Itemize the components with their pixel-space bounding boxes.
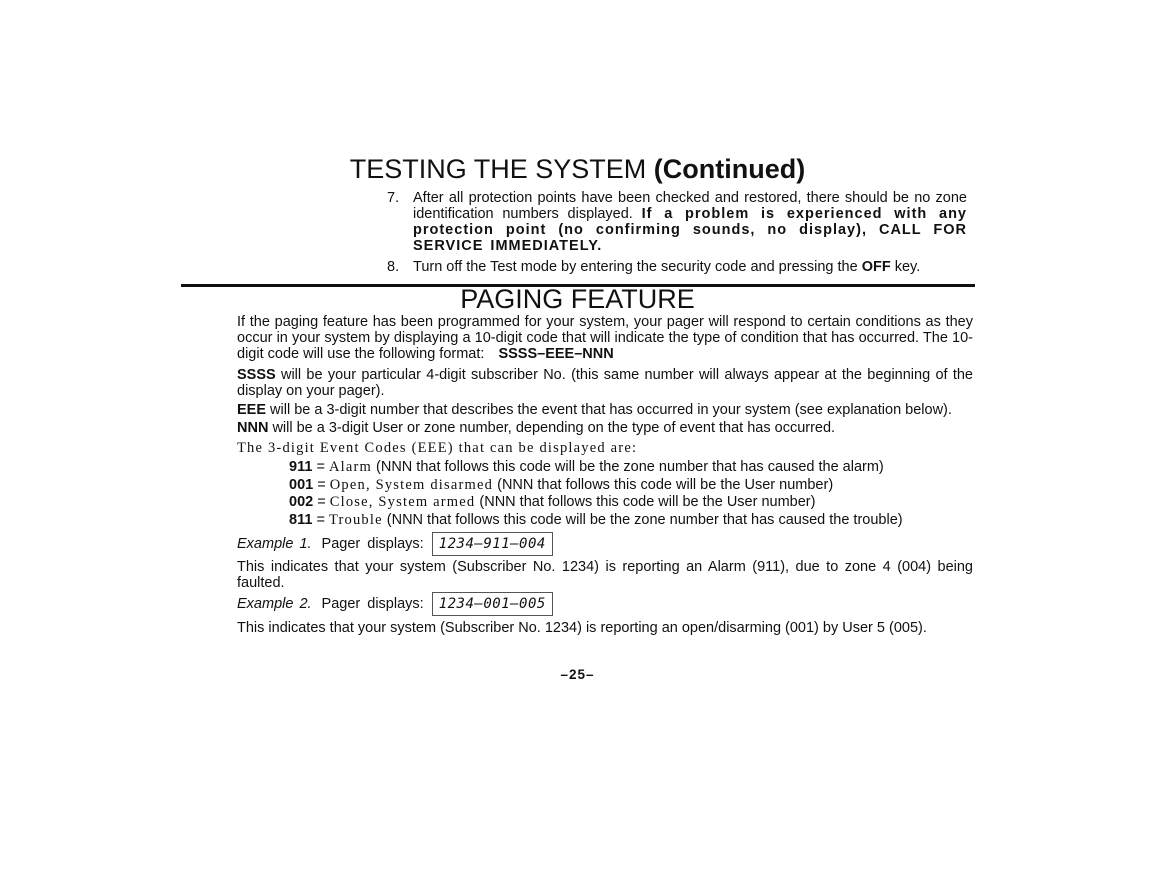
item-number: 7.	[387, 190, 400, 206]
equals-sign: =	[317, 476, 326, 493]
equals-sign: =	[317, 494, 326, 510]
item-text: Turn off the Test mode by entering the security code and pressing the	[413, 259, 858, 275]
ssss-definition	[237, 367, 973, 399]
event-name: Open, System disarmed	[329, 476, 494, 493]
event-code-row	[289, 477, 969, 495]
paging-intro	[237, 314, 973, 362]
off-key-label: OFF	[861, 259, 891, 275]
event-code-row	[289, 459, 969, 477]
event-code-list	[289, 459, 969, 529]
page-number: –25–	[560, 667, 595, 682]
pager-label: Pager displays:	[321, 596, 424, 612]
example-label: Example 2.	[237, 596, 312, 612]
event-desc: (NNN that follows this code will be the zone number that has caused the trouble)	[386, 511, 903, 528]
pager-display: 1234—911—004	[432, 532, 553, 556]
event-name: Trouble	[328, 511, 383, 528]
code-format: SSSS–EEE–NNN	[498, 346, 614, 362]
event-name: Alarm	[328, 459, 372, 475]
pager-display: 1234—001—005	[432, 592, 553, 616]
title-main: TESTING THE SYSTEM	[349, 154, 647, 184]
example-1	[237, 532, 553, 556]
example-2	[237, 592, 553, 616]
example-2-explanation: This indicates that your system (Subscriber No. 1234) is reporting an open/disarming (001) by User 5 (005).	[237, 620, 927, 636]
ssss-term: SSSS	[237, 367, 276, 383]
item-text: After all protection points have been checked and restored, there should be no zone identification numbers displayed.	[413, 190, 967, 222]
section-title-testing	[0, 152, 1155, 186]
event-name: Close, System armed	[329, 494, 476, 510]
example-1-explanation: This indicates that your system (Subscriber No. 1234) is reporting an Alarm (911), due to zone 4 (004) being faulted.	[237, 559, 973, 591]
item-text-end: key.	[894, 259, 921, 275]
nnn-definition	[237, 420, 973, 436]
ssss-desc: will be your particular 4-digit subscriber No. (this same number will always appear at the beginning of the display on your pager).	[237, 367, 973, 399]
equals-sign: =	[316, 511, 325, 528]
event-code: 001	[289, 476, 314, 493]
pager-label: Pager displays:	[321, 536, 424, 552]
section-title-paging: PAGING FEATURE	[460, 284, 695, 314]
codes-intro: The 3-digit Event Codes (EEE) that can be displayed are:	[237, 440, 638, 456]
list-item-8	[387, 259, 967, 275]
event-desc: (NNN that follows this code will be the zone number that has caused the alarm)	[376, 459, 884, 475]
eee-desc: will be a 3-digit number that describes the event that has occurred in your system (see explanation below).	[270, 402, 952, 418]
event-code: 002	[289, 494, 314, 510]
item-number: 8.	[387, 259, 400, 275]
nnn-desc: will be a 3-digit User or zone number, depending on the type of event that has occurred.	[272, 420, 836, 436]
intro-text: If the paging feature has been programmed for your system, your pager will respond to certain conditions as they occur in your system by displaying a 10-digit code that will indicate the type of condition that has occurred. The 10-digit code will use the following format:	[237, 314, 973, 362]
event-desc: (NNN that follows this code will be the User number)	[497, 476, 834, 493]
list-item-7	[387, 190, 967, 254]
example-label: Example 1.	[237, 536, 312, 552]
equals-sign: =	[316, 459, 325, 475]
event-code: 911	[289, 459, 313, 475]
event-code-row	[289, 512, 969, 530]
nnn-term: NNN	[237, 420, 269, 436]
eee-term: EEE	[237, 402, 267, 418]
event-desc: (NNN that follows this code will be the User number)	[479, 494, 816, 510]
event-code-row	[289, 494, 969, 512]
title-suffix: (Continued)	[653, 154, 806, 184]
eee-definition	[237, 402, 973, 418]
event-code: 811	[289, 511, 313, 528]
item-warning: If a problem is experienced with any protection point (no confirming sounds, no display), CALL FOR SERVICE IMMEDIATELY.	[413, 206, 967, 254]
